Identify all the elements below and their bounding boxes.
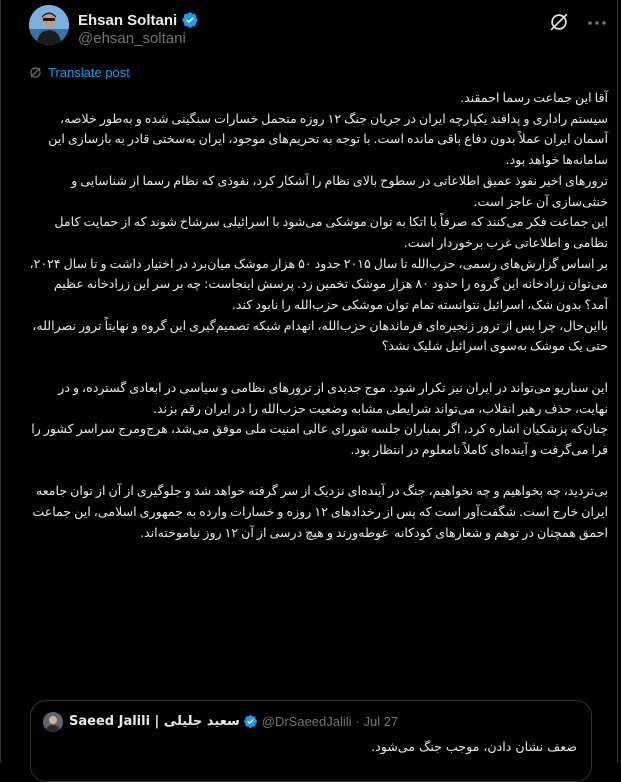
quote-date[interactable]: · Jul 27	[355, 714, 399, 729]
post-text: آقا این جماعت رسما احمقند. سیستم راداری و پدافند یکپارچه ایران در جریان جنگ ۱۲ روزه متحمل خسارات سنگینی شده و به‌طور خلاصه، آسمان ایران عملاً بدون دفاع باقی مانده است. با توجه به تحریم‌های موجود، ایران به‌سختی قادر به بازسازی این سامانه‌ها خواهد بود. ترورهای اخیر نفوذ عمیق اطلاعاتی در سطوح بالای نظام را آشکار کرد، نفوذی که نظام رسما از شناسایی و خنثی‌سازی آن عاجز است. این جماعت فکر می‌کنند که صرفاً با اتکا به توان موشکی می‌شود با اسرائیلی سرشاخ شوند که از حمایت کامل نظامی و اطلاعاتی غرب برخوردار است. بر اساس گزارش‌های رسمی، حزب‌الله تا سال ۲۰۱۵ حدود ۵۰ هزار موشک میان‌برد در اختیار داشت و تا سال ۲۰۲۴، می‌توان زرادخانه این گروه را حدود ۸۰ هزار موشک تخمین زد. پرسش اینجاست: چه بر سر این زرادخانه عظیم آمد؟ بدون شک، اسرائیل نتوانسته تمام توان موشکی حزب‌الله را نابود کند. بااین‌حال، چرا پس از ترور زنجیره‌ای فرماندهان حزب‌الله، انهدام شبکه تصمیم‌گیری این گروه و نهایتاً ترور نصرالله، حتی یک موشک به‌سوی اسرائیل شلیک نشد؟ این سناریو می‌تواند در ایران نیز تکرار شود. موج جدیدی از ترورهای نظامی و سیاسی در ابعادی گسترده، و در نهایت، حذف رهبر انقلاب، می‌تواند شرایطی مشابه وضعیت حزب‌الله را در ایران رقم بزند. چنان‌که پزشکیان اشاره کرد، اگر بمباران جلسه شورای عالی امنیت ملی موفق می‌شد، هرج‌ومرج سراسر کشور را فرا می‌گرفت و آینده‌ای کاملاً نامعلوم در انتظار بود. بی‌تردید، چه بخواهیم و چه نخواهیم، جنگ در آینده‌ای نزدیک از سر گرفته خواهد شد و جلوگیری از آن از توان جامعه ایران خارج است. شگفت‌آور است که پس از رخدادهای ۱۲ روزه و خسارات وارده به جمهوری اسلامی، این جماعت احمق همچنان در توهم و شعارهای کودکانه غوطه‌ورند و هیچ درسی از آن ۱۲ روز نیاموخته‌اند.	[29, 90, 608, 540]
more-icon[interactable]	[585, 11, 609, 35]
quote-author-avatar[interactable]	[43, 712, 63, 732]
quoted-post[interactable]	[30, 700, 592, 782]
quote-author-name[interactable]: Saeed Jalili | سعید جلیلی	[69, 714, 240, 729]
post-header	[29, 5, 609, 53]
translate-icon	[29, 66, 42, 79]
quote-header	[69, 714, 398, 729]
verified-badge-icon	[243, 714, 258, 729]
grok-icon[interactable]	[548, 11, 570, 33]
quote-author-handle[interactable]: @DrSaeedJalili	[261, 714, 352, 729]
quote-text: ضعف نشان دادن، موجب جنگ می‌شود.	[371, 739, 577, 754]
author-avatar[interactable]	[29, 5, 69, 45]
left-column-border	[0, 0, 1, 763]
translate-post-label: Translate post	[48, 65, 130, 80]
verified-badge-icon	[181, 11, 199, 29]
author-name-row	[78, 11, 199, 29]
author-name[interactable]: Ehsan Soltani	[78, 11, 178, 29]
right-column-border	[617, 0, 618, 763]
translate-post-link[interactable]	[29, 65, 130, 80]
author-handle[interactable]: @ehsan_soltani	[78, 30, 186, 47]
